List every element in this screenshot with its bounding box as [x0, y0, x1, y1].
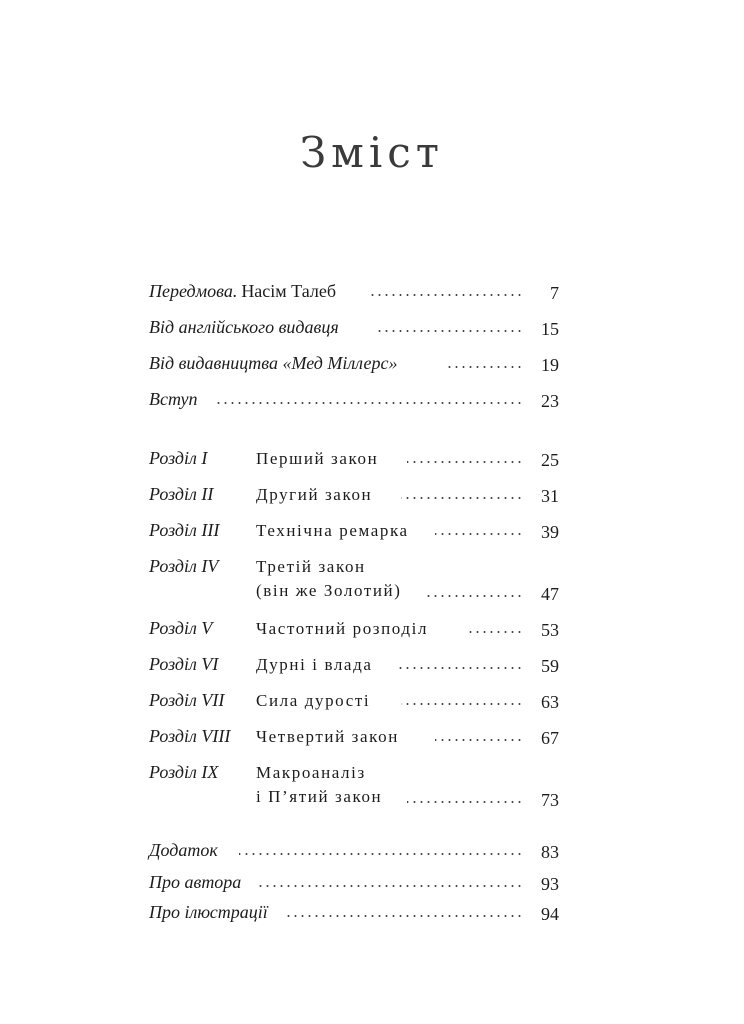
toc-entry-author: Насім Талеб [241, 281, 337, 301]
dot-leader [259, 885, 523, 887]
chapter-number: Розділ VIII [149, 726, 231, 746]
toc-entry-chapter-9[interactable] [149, 760, 559, 810]
toc-entry-page: 19 [541, 355, 559, 375]
toc-entry-page: 47 [541, 584, 559, 604]
dot-leader [435, 533, 523, 535]
dot-leader [447, 366, 523, 368]
toc-entry-chapter-5[interactable] [149, 616, 559, 640]
dot-leader [239, 853, 523, 855]
toc-entry-med-millers[interactable] [149, 351, 559, 375]
dot-leader [215, 402, 523, 404]
dot-leader [401, 497, 523, 499]
dot-leader [287, 915, 523, 917]
toc-entry-chapter-4[interactable] [149, 554, 559, 604]
chapter-title: Макроаналіз [256, 763, 366, 782]
chapter-title: Технічна ремарка [256, 521, 409, 540]
toc-entry-page: 15 [541, 319, 559, 339]
dot-leader [407, 461, 523, 463]
chapter-title: Перший закон [256, 449, 379, 468]
chapter-title: Другий закон [256, 485, 373, 504]
dot-leader [407, 801, 523, 803]
dot-leader [371, 294, 523, 296]
toc-entry-page: 25 [541, 450, 559, 470]
toc-entry-page: 94 [541, 904, 559, 924]
toc-entry-chapter-8[interactable] [149, 724, 559, 748]
chapter-number: Розділ III [149, 520, 220, 540]
toc-entry-foreword[interactable] [149, 279, 559, 303]
chapter-number: Розділ II [149, 484, 214, 504]
toc-entry-page: 53 [541, 620, 559, 640]
toc-entry-page: 67 [541, 728, 559, 748]
toc-entry-chapter-2[interactable] [149, 482, 559, 506]
dot-leader [435, 739, 523, 741]
toc-entry-label: Від видавництва «Мед Міллерс» [149, 353, 398, 373]
toc-entry-page: 59 [541, 656, 559, 676]
chapter-number: Розділ IX [149, 762, 219, 782]
chapter-title: Частотний розподіл [256, 619, 429, 638]
page-title: Зміст [299, 128, 445, 177]
chapter-number: Розділ V [149, 618, 213, 638]
toc-entry-page: 93 [541, 874, 559, 894]
toc-entry-page: 7 [550, 283, 559, 303]
chapter-number: Розділ I [149, 448, 208, 468]
toc-entry-english-publisher[interactable] [149, 315, 559, 339]
toc-entry-page: 83 [541, 842, 559, 862]
toc-entry-appendix[interactable] [149, 838, 559, 862]
toc-entry-chapter-3[interactable] [149, 518, 559, 542]
chapter-title: Сила дурості [256, 691, 371, 710]
toc-entry-chapter-6[interactable] [149, 652, 559, 676]
toc-entry-about-author[interactable] [149, 870, 559, 894]
toc-entry-label: Від англійського видавця [149, 317, 339, 337]
toc-entry-label: Додаток [149, 840, 218, 860]
toc-entry-page: 39 [541, 522, 559, 542]
chapter-number: Розділ VII [149, 690, 225, 710]
toc-entry-page: 63 [541, 692, 559, 712]
toc-entry-label: Передмова. Насім Талеб [149, 281, 337, 301]
toc-entry-page: 31 [541, 486, 559, 506]
chapter-title-line-2: (він же Золотий) [256, 581, 402, 600]
dot-leader [425, 595, 523, 597]
chapter-number: Розділ IV [149, 556, 219, 576]
toc-entry-page: 73 [541, 790, 559, 810]
dot-leader [401, 703, 523, 705]
toc-entry-label: Про ілюстрації [149, 902, 268, 922]
toc-entry-about-illustrations[interactable] [149, 900, 559, 924]
dot-leader [377, 330, 523, 332]
dot-leader [397, 667, 523, 669]
toc-entry-chapter-7[interactable] [149, 688, 559, 712]
dot-leader [467, 631, 523, 633]
toc-entry-label: Вступ [149, 389, 198, 409]
toc-entry-chapter-1[interactable] [149, 446, 559, 470]
chapter-title: Четвертий закон [256, 727, 399, 746]
chapter-number: Розділ VI [149, 654, 219, 674]
toc-entry-label: Про автора [149, 872, 242, 892]
chapter-title-line-2: і П’ятий закон [256, 787, 383, 806]
toc-entry-introduction[interactable] [149, 387, 559, 411]
chapter-title: Третій закон [256, 557, 366, 576]
toc-entry-page: 23 [541, 391, 559, 411]
chapter-title: Дурні і влада [256, 655, 373, 674]
